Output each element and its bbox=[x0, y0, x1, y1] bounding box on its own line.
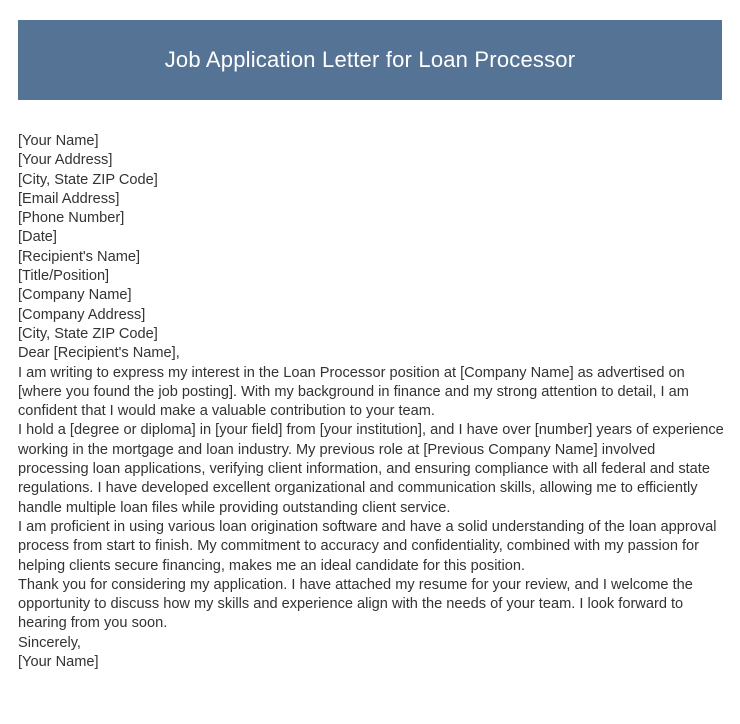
recipient-name: [Recipient's Name] bbox=[18, 248, 141, 265]
body-paragraph-4: Thank you for considering my application. I have attached my resume for your review, and I welcome the opportunity to discuss how my skills and experience align with the needs of your team. I look forward to hearing from you soon. bbox=[18, 576, 693, 632]
recipient-company-address: [Company Address] bbox=[18, 306, 146, 323]
recipient-address-block bbox=[18, 248, 724, 344]
salutation: Dear [Recipient's Name], bbox=[18, 345, 180, 362]
recipient-city-state-zip: [City, State ZIP Code] bbox=[18, 325, 158, 342]
sender-address: [Your Address] bbox=[18, 152, 113, 169]
body-paragraph-1: I am writing to express my interest in the Loan Processor position at [Company Name] as advertised on [where you found the job posting]. With my background in finance and my strong attention to detail, I am confident that I would make a valuable contribution to your team. bbox=[18, 364, 689, 420]
recipient-company: [Company Name] bbox=[18, 287, 132, 304]
sender-city-state-zip: [City, State ZIP Code] bbox=[18, 171, 158, 188]
page-title: Job Application Letter for Loan Processor bbox=[164, 46, 576, 72]
sender-phone: [Phone Number] bbox=[18, 210, 125, 227]
recipient-title: [Title/Position] bbox=[18, 268, 110, 285]
sender-address-block bbox=[18, 132, 724, 228]
sender-name: [Your Name] bbox=[18, 133, 99, 149]
signature-name: [Your Name] bbox=[18, 654, 99, 671]
left-margin-rail bbox=[0, 0, 4, 724]
body-paragraph-3: I am proficient in using various loan origination software and have a solid understanding of the loan approval process from start to finish. My commitment to accuracy and confidentiality, combined with my passion for helping clients secure financing, makes me an ideal candidate for this position. bbox=[18, 518, 717, 574]
letter-body bbox=[18, 132, 724, 672]
document-header-banner bbox=[18, 20, 722, 100]
sender-email: [Email Address] bbox=[18, 190, 120, 207]
letter-date: [Date] bbox=[18, 229, 57, 246]
closing: Sincerely, bbox=[18, 634, 81, 651]
body-paragraph-2: I hold a [degree or diploma] in [your field] from [your institution], and I have over [number] years of experience working in the mortgage and loan industry. My previous role at [Previous Company Name] involved processing loan applications, verifying client information, and ensuring compliance with all federal and state regulations. I have developed excellent organizational and communication skills, allowing me to efficiently handle multiple loan files while providing outstanding client service. bbox=[18, 422, 724, 516]
